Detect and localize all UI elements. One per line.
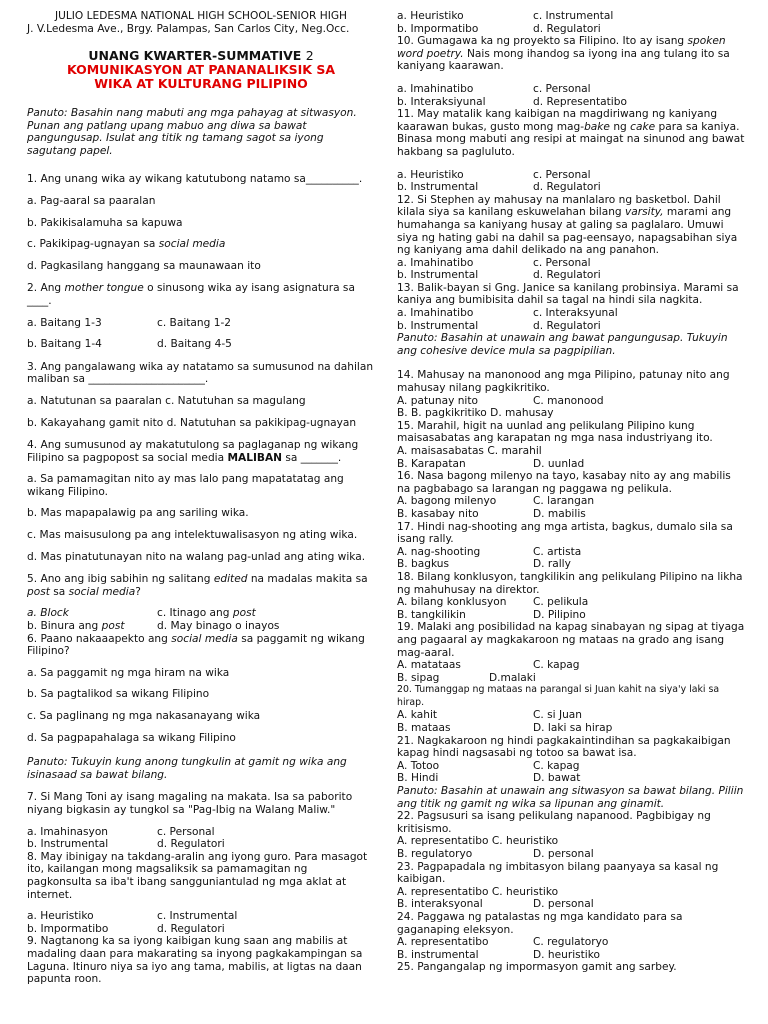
q12-options-bd: b. Instrumental d. Regulatori [397,269,601,282]
q9-options-ac: a. Heuristiko c. Instrumental [397,10,614,22]
subject-title-line2: WIKA AT KULTURANG PILIPINO [94,76,308,91]
q5-options-ac: a. Block c. Itinago ang post [27,607,256,620]
question-24: 24. Paggawa ng patalastas ng mga kandidato para sa gaganaping eleksyon. [397,910,683,936]
q1-option-d: d. Pagkasilang hanggang sa maunawaan ito [27,259,261,272]
q8-options-ac: a. Heuristiko c. Instrumental [27,910,238,923]
q3-options-bd: b. Kakayahang gamit nito d. Natutuhan sa pakikipag-ugnayan [27,416,357,429]
q17-options-ac: A. nag-shooting C. artista [397,545,582,558]
question-14: 14. Mahusay na manonood ang mga Pilipino, patunay nito ang mahusay nilang pagkikritiko. [397,369,730,395]
q24-options-bd: B. instrumental D. heuristiko [397,948,600,961]
q5-options-bd: b. Binura ang post d. May binago o inayos [27,620,280,633]
q21-options-ac: A. Totoo C. kapag [397,759,580,772]
q15-options-bd: B. Karapatan D. uunlad [397,457,585,470]
q16-options-bd: B. kasabay nito D. mabilis [397,507,586,520]
q4-option-a: a. Sa pamamagitan nito ay mas lalo pang mapatatatag ang wikang Filipino. [27,473,344,498]
q23-options-bd: B. interaksyonal D. personal [397,898,594,911]
q6-option-d: d. Sa pagpapahalaga sa wikang Filipino [27,731,236,744]
q8-options-bd: b. Impormatibo d. Regulatori [27,922,225,935]
q4-option-c: c. Mas maisusulong pa ang intelektuwalisasyon ng ating wika. [27,529,358,542]
question-6: 6. Paano nakaaapekto ang social media sa paggamit ng wikang Filipino? [27,632,365,658]
q14-options-ac: A. patunay nito C. manonood [397,394,604,407]
question-9: 9. Nagtanong ka sa iyong kaibigan kung saan ang mabilis at madaling daan para makarating sa inyong pagkakampingan sa Laguna. Itinuro niya sa iyo ang tama, mabilis, at ligtas na daan papunta roon. [27,935,363,986]
q6-option-a: a. Sa paggamit ng mga hiram na wika [27,666,230,679]
q18-options-bd: B. tangkilikin D. Pilipino [397,608,586,621]
q20-options-bd: B. mataas D. laki sa hirap [397,722,613,735]
q1-option-c: c. Pakikipag-ugnayan sa social media [27,238,226,251]
q16-options-ac: A. bagong milenyo C. larangan [397,495,595,508]
subject-title-line1: KOMUNIKASYON AT PANANALIKSIK SA [66,62,336,77]
q11-options-bd: b. Instrumental d. Regulatori [397,181,601,194]
question-21: 21. Nagkakaroon ng hindi pagkakaintindihan sa pagkakaibigan kapag hindi nagsasabi ng totoo sa bawat isa. [397,734,731,760]
q3-options-ac: a. Natutunan sa paaralan c. Natutuhan sa magulang [27,394,306,407]
q23-options-ac: A. representatibo C. heuristiko [397,885,559,898]
directions-2: Panuto: Tukuyin kung anong tungkulin at gamit ng wika ang isinasaad sa bawat bilang. [27,756,347,781]
q4-option-d: d. Mas pinatutunayan nito na walang pag-unlad ang ating wika. [27,550,366,563]
question-13: 13. Balik-bayan si Gng. Janice sa kanilang probinsiya. Marami sa kaniya ang bumibisita dahil sa tagal na hindi sila nagkita. [397,281,739,307]
directions-3: Panuto: Basahin at unawain ang bawat pangungusap. Tukuyin ang cohesive device mula sa pagpipilian. [397,332,728,357]
question-23: 23. Pagpapadala ng imbitasyon bilang paanyaya sa kasal ng kaibigan. [397,860,719,886]
question-5: 5. Ano ang ibig sabihin ng salitang edited na madalas makita sa post sa social media? [27,573,368,598]
question-1: 1. Ang unang wika ay wikang katutubong natamo sa__________. [27,173,363,186]
q14-options-bd: B. B. pagkikritiko D. mahusay [397,407,554,420]
q2-options-ac: a. Baitang 1-3 c. Baitang 1-2 [27,316,232,329]
q21-options-bd: B. Hindi D. bawat [397,772,581,785]
directions-4: Panuto: Basahin at unawain ang sitwasyon sa bawat bilang. Piliin ang titik ng gamit ng wika sa lipunan ang ginamit. [397,785,744,810]
question-22: 22. Pagsusuri sa isang pelikulang napanood. Pagbibigay ng kritisismo. [397,810,711,835]
q13-options-ac: a. Imahinatibo c. Interaksyunal [397,307,618,320]
question-25: 25. Pangangalap ng impormasyon gamit ang sarbey. [397,961,677,974]
q12-options-ac: a. Imahinatibo c. Personal [397,256,591,269]
q10-options-bd: b. Interaksiyunal d. Representatibo [397,95,627,108]
q1-option-a: a. Pag-aaral sa paaralan [27,194,156,207]
question-10: 10. Gumagawa ka ng proyekto sa Filipino. Ito ay isang spoken word poetry. Nais mong ihandog sa iyong ina ang tulang ito sa kaniyang kaarawan. [397,35,730,73]
exam-title: UNANG KWARTER-SUMMATIVE 2 [88,48,314,63]
question-18: 18. Bilang konklusyon, tangkilikin ang pelikulang Pilipino na likha ng mahuhusay na direktor. [397,570,743,596]
q20-options-ac: A. kahit C. si Juan [397,709,583,722]
q19-options-bd: B. sipag D.malaki [397,671,536,684]
q17-options-bd: B. bagkus D. rally [397,558,571,571]
directions-1: Panuto: Basahin nang mabuti ang mga pahayag at sitwasyon. Punan ang patlang upang mabuo ang diwa sa bawat pangungusap. Isulat ang titik ng tamang sagot sa iyong sagutang papel. [27,107,357,157]
school-address: J. V.Ledesma Ave., Brgy. Palampas, San Carlos City, Neg.Occ. [27,23,350,35]
left-column [27,10,375,986]
question-17: 17. Hindi nag-shooting ang mga artista, bagkus, dumalo sila sa isang rally. [397,520,733,546]
question-15: 15. Marahil, higit na uunlad ang pelikulang Pilipino kung maisasabatas ang karapatan ng mga nasa industriyang ito. [397,419,713,445]
q13-options-bd: b. Instrumental d. Regulatori [397,319,601,332]
q9-options-bd: b. Impormatibo d. Regulatori [397,22,601,35]
q1-option-b: b. Pakikisalamuha sa kapuwa [27,216,183,229]
q2-options-bd: b. Baitang 1-4 d. Baitang 4-5 [27,338,232,351]
q19-options-ac: A. matataas C. kapag [397,659,580,672]
q11-options-ac: a. Heuristiko c. Personal [397,168,591,181]
q10-options-ac: a. Imahinatibo c. Personal [397,82,591,95]
q7-options-ac: a. Imahinasyon c. Personal [27,825,215,838]
question-20: 20. Tumanggap ng mataas na parangal si Juan kahit na siya'y laki sa hirap. [397,684,720,708]
question-2: 2. Ang mother tongue o sinusong wika ay isang asignatura sa ____. [27,282,355,307]
q15-options-ac: A. maisasabatas C. marahil [397,445,542,457]
q6-option-c: c. Sa paglinang ng mga nakasanayang wika [27,710,261,722]
q6-option-b: b. Sa pagtalikod sa wikang Filipino [27,688,210,701]
question-8: 8. May ibinigay na takdang-aralin ang iyong guro. Para masagot ito, kailangan mong magsaliksik sa pamamagitan ng pagkonsulta sa iba't ibang sangguniantulad ng mga aklat at internet. [27,850,368,901]
q22-options-bd: B. regulatoryo D. personal [397,848,594,860]
right-column [397,10,747,974]
question-3: 3. Ang pangalawang wika ay natatamo sa sumusunod na dahilan maliban sa ______________________. [27,360,374,386]
q24-options-ac: A. representatibo C. regulatoryo [397,936,609,949]
q4-option-b: b. Mas mapapalawig pa ang sariling wika. [27,507,249,520]
question-4: 4. Ang sumusunod ay makatutulong sa paglaganap ng wikang Filipino sa pagpopost sa social media MALIBAN sa _______. [27,439,359,464]
question-11: 11. May matalik kang kaibigan na magdiriwang ng kaniyang kaarawan bukas, gusto mong mag-bake ng cake para sa kaniya. Binasa mong mabuti ang resipi at maingat na sinunod ang bawat hakbang sa pagluluto. [397,108,745,158]
question-16: 16. Nasa bagong milenyo na tayo, kasabay nito ay ang mabilis na pagbabago sa larangan ng paggawa ng pelikula. [397,470,731,495]
question-19: 19. Malaki ang posibilidad na kapag sinabayan ng sipag at tiyaga ang pagaaral ay magkakaroon ng mataas na grado ang isang mag-aaral. [397,621,745,659]
q7-options-bd: b. Instrumental d. Regulatori [27,838,225,851]
question-12: 12. Si Stephen ay mahusay na manlalaro ng basketbol. Dahil kilala siya sa kanilang eskuwelahan bilang varsity, marami ang humahanga sa kaniyang husay at galing sa paglalaro. Umuwi siya ng hating gabi na dahil sa pag-eensayo, napagsabihan siya ng kaniyang ama dahil delikado na ang panahon. [397,193,738,257]
question-7: 7. Si Mang Toni ay isang magaling na makata. Isa sa paborito niyang bigkasin ay tungkol sa "Pag-Ibig na Walang Maliw." [27,791,353,816]
q22-options-ac: A. representatibo C. heuristiko [397,835,559,848]
school-name: JULIO LEDESMA NATIONAL HIGH SCHOOL-SENIOR HIGH [55,10,347,22]
q18-options-ac: A. bilang konklusyon C. pelikula [397,596,589,609]
